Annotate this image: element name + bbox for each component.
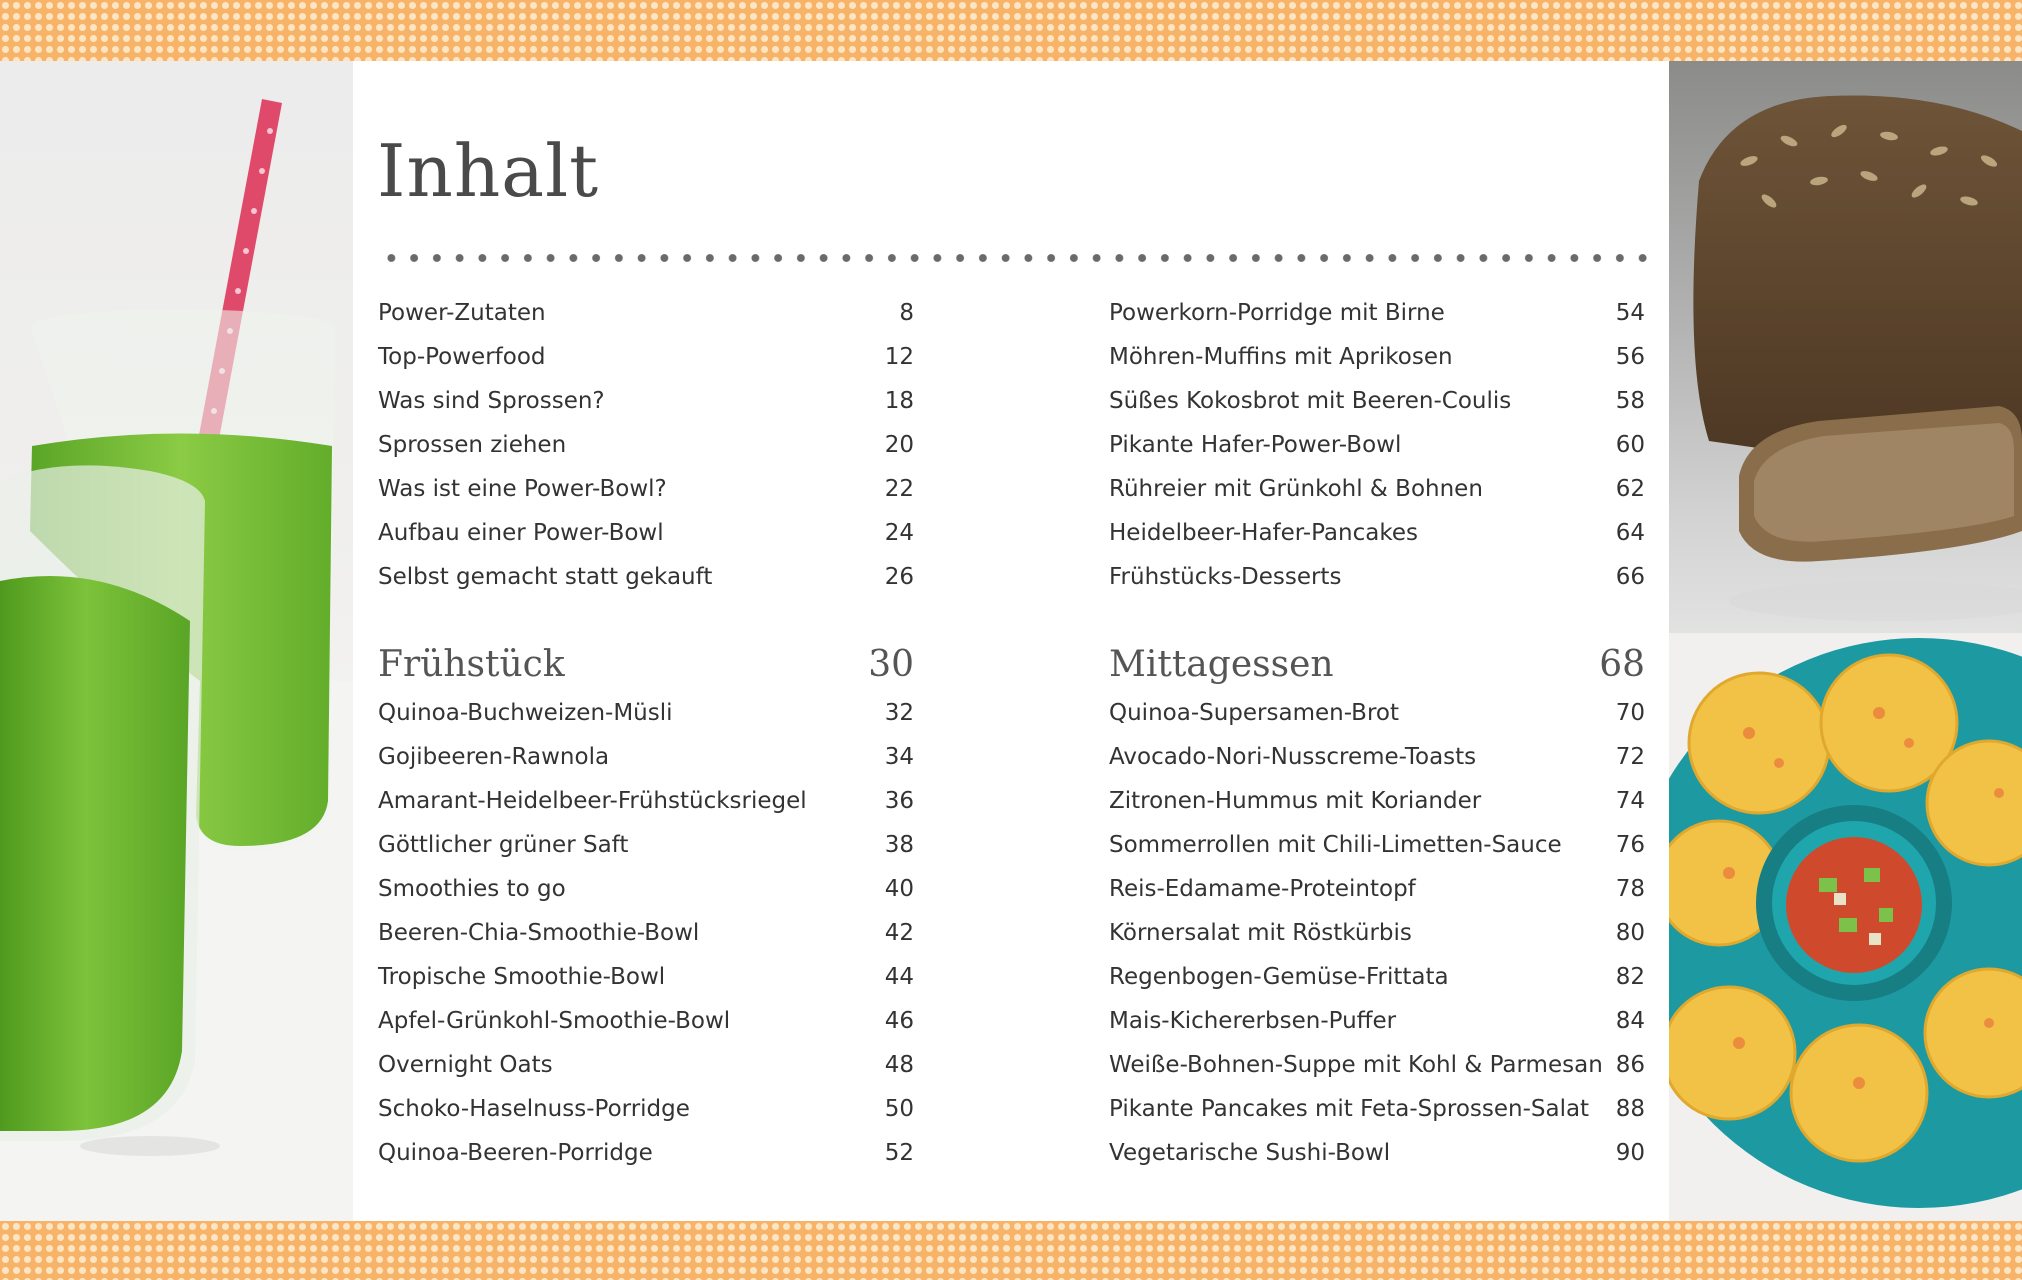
table-of-contents	[353, 61, 1669, 1221]
toc-entry[interactable]	[378, 335, 914, 379]
entry-page-number: 32	[884, 700, 914, 726]
entry-title: Aufbau einer Power-Bowl	[378, 520, 664, 546]
entry-title: Amarant-Heidelbeer-Frühstücksriegel	[378, 788, 807, 814]
toc-entry[interactable]	[378, 467, 914, 511]
entry-page-number: 36	[884, 788, 914, 814]
section-page: 30	[868, 644, 914, 685]
entry-page-number: 70	[1615, 700, 1645, 726]
toc-entry[interactable]	[1109, 735, 1645, 779]
toc-entry[interactable]	[378, 999, 914, 1043]
entry-title: Beeren-Chia-Smoothie-Bowl	[378, 920, 700, 946]
toc-entry[interactable]	[1109, 1043, 1645, 1087]
toc-entry[interactable]	[378, 823, 914, 867]
entry-title: Gojibeeren-Rawnola	[378, 744, 610, 770]
entry-title: Pikante Pancakes mit Feta-Sprossen-Salat	[1109, 1096, 1590, 1122]
entry-title: Selbst gemacht statt gekauft	[378, 564, 713, 590]
entry-title: Top-Powerfood	[378, 344, 546, 370]
mittagessen-list	[1109, 691, 1645, 1175]
dotted-divider	[380, 253, 1650, 263]
entry-title: Weiße-Bohnen-Suppe mit Kohl & Parmesan	[1109, 1052, 1603, 1078]
entry-title: Apfel-Grünkohl-Smoothie-Bowl	[378, 1008, 731, 1034]
toc-entry[interactable]	[1109, 511, 1645, 555]
entry-page-number: 56	[1615, 344, 1645, 370]
entry-title: Möhren-Muffins mit Aprikosen	[1109, 344, 1453, 370]
toc-entry[interactable]	[378, 955, 914, 999]
toc-column-right	[1109, 291, 1645, 1175]
entry-page-number: 86	[1615, 1052, 1645, 1078]
toc-entry[interactable]	[1109, 867, 1645, 911]
entry-page-number: 20	[884, 432, 914, 458]
entry-title: Zitronen-Hummus mit Koriander	[1109, 788, 1482, 814]
entry-page-number: 42	[884, 920, 914, 946]
entry-page-number: 64	[1615, 520, 1645, 546]
entry-title: Mais-Kichererbsen-Puffer	[1109, 1008, 1397, 1034]
entry-page-number: 80	[1615, 920, 1645, 946]
entry-page-number: 54	[1615, 300, 1645, 326]
bread-illustration	[1669, 61, 2022, 633]
entry-page-number: 44	[884, 964, 914, 990]
entry-page-number: 22	[884, 476, 914, 502]
entry-title: Tropische Smoothie-Bowl	[378, 964, 666, 990]
entry-page-number: 78	[1615, 876, 1645, 902]
section-title: Mittagessen	[1109, 644, 1334, 685]
entry-title: Pikante Hafer-Power-Bowl	[1109, 432, 1402, 458]
entry-page-number: 12	[884, 344, 914, 370]
entry-title: Sprossen ziehen	[378, 432, 567, 458]
section-heading-fruehstueck[interactable]	[378, 639, 914, 691]
toc-entry[interactable]	[1109, 423, 1645, 467]
entry-page-number: 72	[1615, 744, 1645, 770]
entry-page-number: 60	[1615, 432, 1645, 458]
entry-title: Regenbogen-Gemüse-Frittata	[1109, 964, 1449, 990]
entry-page-number: 82	[1615, 964, 1645, 990]
entry-title: Quinoa-Supersamen-Brot	[1109, 700, 1400, 726]
entry-title: Süßes Kokosbrot mit Beeren-Coulis	[1109, 388, 1512, 414]
intro-list	[378, 291, 914, 599]
fruehstueck-list	[378, 691, 914, 1175]
bottom-dot-border	[0, 1221, 2022, 1280]
toc-entry[interactable]	[378, 555, 914, 599]
toc-column-left	[378, 291, 914, 1175]
toc-entry[interactable]	[1109, 467, 1645, 511]
entry-page-number: 40	[884, 876, 914, 902]
entry-page-number: 46	[884, 1008, 914, 1034]
toc-entry[interactable]	[378, 291, 914, 335]
entry-title: Smoothies to go	[378, 876, 566, 902]
top-dot-border	[0, 0, 2022, 61]
entry-title: Power-Zutaten	[378, 300, 546, 326]
entry-title: Heidelbeer-Hafer-Pancakes	[1109, 520, 1418, 546]
entry-page-number: 84	[1615, 1008, 1645, 1034]
toc-entry[interactable]	[1109, 291, 1645, 335]
toc-entry[interactable]	[378, 511, 914, 555]
entry-title: Quinoa-Buchweizen-Müsli	[378, 700, 673, 726]
toc-entry[interactable]	[378, 691, 914, 735]
entry-page-number: 26	[884, 564, 914, 590]
entry-page-number: 8	[899, 300, 914, 326]
toc-entry[interactable]	[1109, 691, 1645, 735]
entry-title: Vegetarische Sushi-Bowl	[1109, 1140, 1391, 1166]
smoothie-photo	[0, 61, 353, 1221]
entry-title: Göttlicher grüner Saft	[378, 832, 629, 858]
entry-page-number: 62	[1615, 476, 1645, 502]
entry-title: Körnersalat mit Röstkürbis	[1109, 920, 1412, 946]
toc-entry[interactable]	[378, 779, 914, 823]
toc-entry[interactable]	[378, 379, 914, 423]
entry-title: Sommerrollen mit Chili-Limetten-Sauce	[1109, 832, 1562, 858]
entry-title: Frühstücks-Desserts	[1109, 564, 1342, 590]
entry-page-number: 18	[884, 388, 914, 414]
entry-title: Quinoa-Beeren-Porridge	[378, 1140, 653, 1166]
toc-entry[interactable]	[378, 1131, 914, 1175]
toc-entry[interactable]	[1109, 555, 1645, 599]
toc-entry[interactable]	[378, 735, 914, 779]
entry-title: Powerkorn-Porridge mit Birne	[1109, 300, 1445, 326]
entry-page-number: 38	[884, 832, 914, 858]
toc-entry[interactable]	[378, 867, 914, 911]
section-page: 68	[1599, 644, 1645, 685]
entry-title: Overnight Oats	[378, 1052, 553, 1078]
toc-entry[interactable]	[1109, 779, 1645, 823]
fritters-photo	[1669, 633, 2022, 1221]
toc-entry[interactable]	[378, 1043, 914, 1087]
entry-page-number: 90	[1615, 1140, 1645, 1166]
toc-entry[interactable]	[1109, 911, 1645, 955]
section-heading-mittagessen[interactable]	[1109, 639, 1645, 691]
seed-bread-photo	[1669, 61, 2022, 633]
smoothie-illustration	[0, 61, 353, 1221]
entry-page-number: 58	[1615, 388, 1645, 414]
entry-title: Schoko-Haselnuss-Porridge	[378, 1096, 690, 1122]
toc-entry[interactable]	[378, 423, 914, 467]
entry-title: Reis-Edamame-Proteintopf	[1109, 876, 1416, 902]
entry-title: Was sind Sprossen?	[378, 388, 605, 414]
entry-title: Was ist eine Power-Bowl?	[378, 476, 667, 502]
toc-entry[interactable]	[1109, 999, 1645, 1043]
toc-entry[interactable]	[378, 911, 914, 955]
entry-page-number: 24	[884, 520, 914, 546]
section-title: Frühstück	[378, 644, 565, 685]
entry-page-number: 74	[1615, 788, 1645, 814]
toc-entry[interactable]	[1109, 379, 1645, 423]
page-title: Inhalt	[377, 129, 600, 213]
entry-title: Avocado-Nori-Nusscreme-Toasts	[1109, 744, 1477, 770]
entry-page-number: 66	[1615, 564, 1645, 590]
toc-entry[interactable]	[1109, 823, 1645, 867]
entry-page-number: 52	[884, 1140, 914, 1166]
toc-entry[interactable]	[1109, 335, 1645, 379]
entry-page-number: 34	[884, 744, 914, 770]
toc-entry[interactable]	[378, 1087, 914, 1131]
entry-title: Rühreier mit Grünkohl & Bohnen	[1109, 476, 1483, 502]
fruehstueck-more-list	[1109, 291, 1645, 599]
fritters-illustration	[1669, 633, 2022, 1221]
entry-page-number: 48	[884, 1052, 914, 1078]
entry-page-number: 50	[884, 1096, 914, 1122]
toc-entry[interactable]	[1109, 955, 1645, 999]
entry-page-number: 76	[1615, 832, 1645, 858]
toc-entry[interactable]	[1109, 1087, 1645, 1131]
toc-entry[interactable]	[1109, 1131, 1645, 1175]
entry-page-number: 88	[1615, 1096, 1645, 1122]
